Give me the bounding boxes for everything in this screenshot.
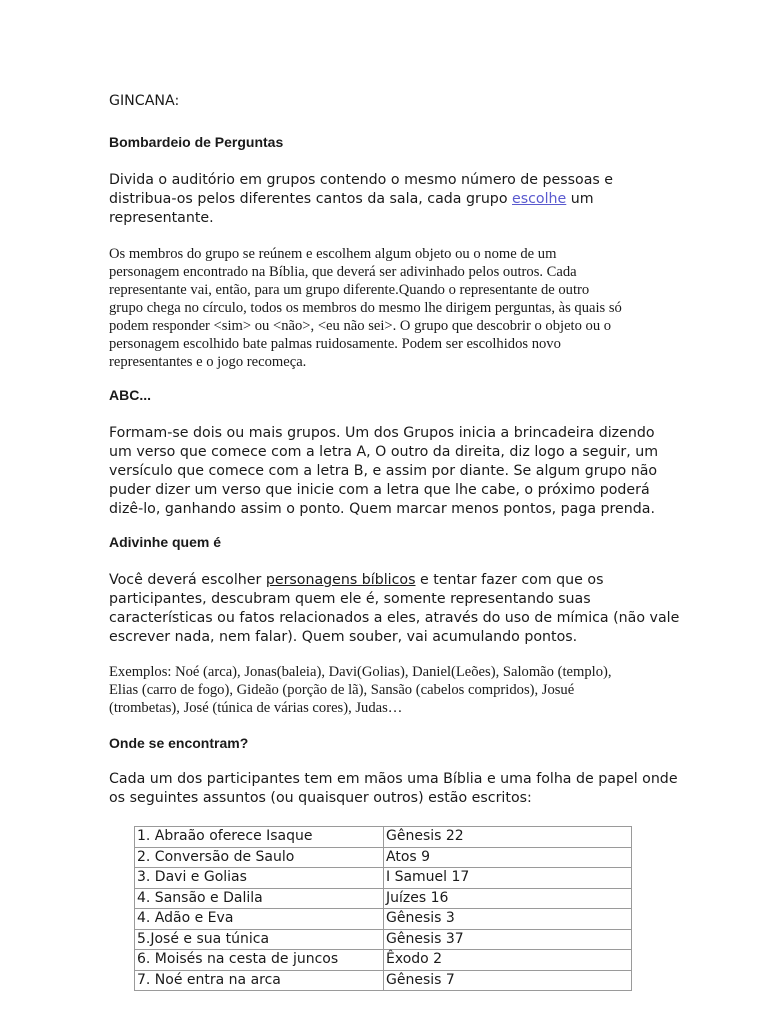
text-line: Divida o auditório em grupos contendo o mesmo número de pessoas e: [109, 172, 614, 188]
text-fragment: e tentar fazer com que os: [415, 572, 604, 588]
table-row: [135, 847, 632, 868]
section-heading-bombardeio: Bombardeio de Perguntas: [109, 134, 284, 150]
reference-cell: Êxodo 2: [384, 950, 632, 971]
bombardeio-rules-paragraph: [109, 245, 669, 371]
topic-cell: 4. Adão e Eva: [135, 909, 384, 930]
reference-cell: Gênesis 22: [384, 827, 632, 848]
topic-cell: 4. Sansão e Dalila: [135, 888, 384, 909]
table-row: [135, 868, 632, 889]
text-line: Formam-se dois ou mais grupos. Um dos Grupos inicia a brincadeira dizendo: [109, 425, 655, 441]
section-heading-adivinhe: Adivinhe quem é: [109, 534, 222, 550]
text-line: grupo chega no círculo, todos os membros do mesmo lhe dirigem perguntas, às quais só: [109, 300, 622, 316]
table-row: [135, 827, 632, 848]
bombardeio-intro-paragraph: [109, 171, 629, 228]
text-line: (trombetas), José (túnica de várias cores), Judas…: [109, 700, 403, 716]
reference-cell: Gênesis 3: [384, 909, 632, 930]
text-line: Exemplos: Noé (arca), Jonas(baleia), Davi(Golias), Daniel(Leões), Salomão (templo),: [109, 664, 612, 680]
text-line: puder dizer um verso que inicie com a letra que lhe cabe, o próximo poderá: [109, 482, 650, 498]
text-line: características ou fatos relacionados a eles, através do uso de mímica (não vale: [109, 610, 680, 626]
text-line: personagem encontrado na Bíblia, que deverá ser adivinhado pelos outros. Cada: [109, 264, 577, 280]
text-fragment: um: [566, 191, 594, 207]
text-line: dizê-lo, ganhando assim o ponto. Quem marcar menos pontos, paga prenda.: [109, 501, 655, 517]
topic-cell: 3. Davi e Golias: [135, 868, 384, 889]
reference-cell: Juízes 16: [384, 888, 632, 909]
text-line: Elias (carro de fogo), Gideão (porção de lã), Sansão (cabelos compridos), Josué: [109, 682, 575, 698]
adivinhe-paragraph: [109, 571, 680, 647]
topic-cell: 6. Moisés na cesta de juncos: [135, 950, 384, 971]
examples-paragraph: [109, 663, 669, 717]
text-fragment: distribua-os pelos diferentes cantos da sala, cada grupo: [109, 191, 513, 207]
table-row: [135, 888, 632, 909]
text-line: Os membros do grupo se reúnem e escolhem algum objeto ou o nome de um: [109, 246, 557, 262]
table-row: [135, 909, 632, 930]
onde-paragraph: [109, 770, 678, 808]
text-line: [109, 571, 669, 590]
personagens-biblicos-link[interactable]: personagens bíblicos: [265, 572, 416, 588]
topic-cell: 2. Conversão de Saulo: [135, 847, 384, 868]
topic-cell: 5.José e sua túnica: [135, 929, 384, 950]
text-line: participantes, descubram quem ele é, somente representando suas: [109, 591, 591, 607]
table-row: [135, 970, 632, 991]
text-line: representante vai, então, para um grupo diferente.Quando o representante de outro: [109, 282, 590, 298]
page-title: GINCANA:: [109, 93, 180, 109]
reference-cell: I Samuel 17: [384, 868, 632, 889]
text-line: personagem escolhido bate palmas ruidosamente. Podem ser escolhidos novo: [109, 336, 561, 352]
text-line: representantes e o jogo recomeça.: [109, 354, 307, 370]
escolhe-link[interactable]: escolhe: [512, 191, 567, 207]
text-fragment: Você deverá escolher: [109, 572, 266, 588]
text-line: versículo que comece com a letra B, e assim por diante. Se algum grupo não: [109, 463, 658, 479]
text-line: representante.: [109, 210, 214, 226]
table-row: [135, 950, 632, 971]
abc-paragraph: [109, 424, 659, 519]
section-heading-abc: ABC...: [109, 387, 151, 403]
topic-cell: 1. Abraão oferece Isaque: [135, 827, 384, 848]
topic-cell: 7. Noé entra na arca: [135, 970, 384, 991]
text-line: [109, 190, 629, 209]
reference-cell: Gênesis 7: [384, 970, 632, 991]
reference-cell: Atos 9: [384, 847, 632, 868]
reference-cell: Gênesis 37: [384, 929, 632, 950]
text-line: os seguintes assuntos (ou quaisquer outros) estão escritos:: [109, 790, 532, 806]
text-line: um verso que comece com a letra A, O outro da direita, diz logo a seguir, um: [109, 444, 659, 460]
text-line: escrever nada, nem falar). Quem souber, vai acumulando pontos.: [109, 629, 578, 645]
text-line: podem responder <sim> ou <não>, <eu não sei>. O grupo que descobrir o objeto ou o: [109, 318, 612, 334]
table-row: [135, 929, 632, 950]
text-line: Cada um dos participantes tem em mãos uma Bíblia e uma folha de papel onde: [109, 771, 678, 787]
bible-references-table: [134, 826, 632, 991]
section-heading-onde: Onde se encontram?: [109, 735, 249, 751]
